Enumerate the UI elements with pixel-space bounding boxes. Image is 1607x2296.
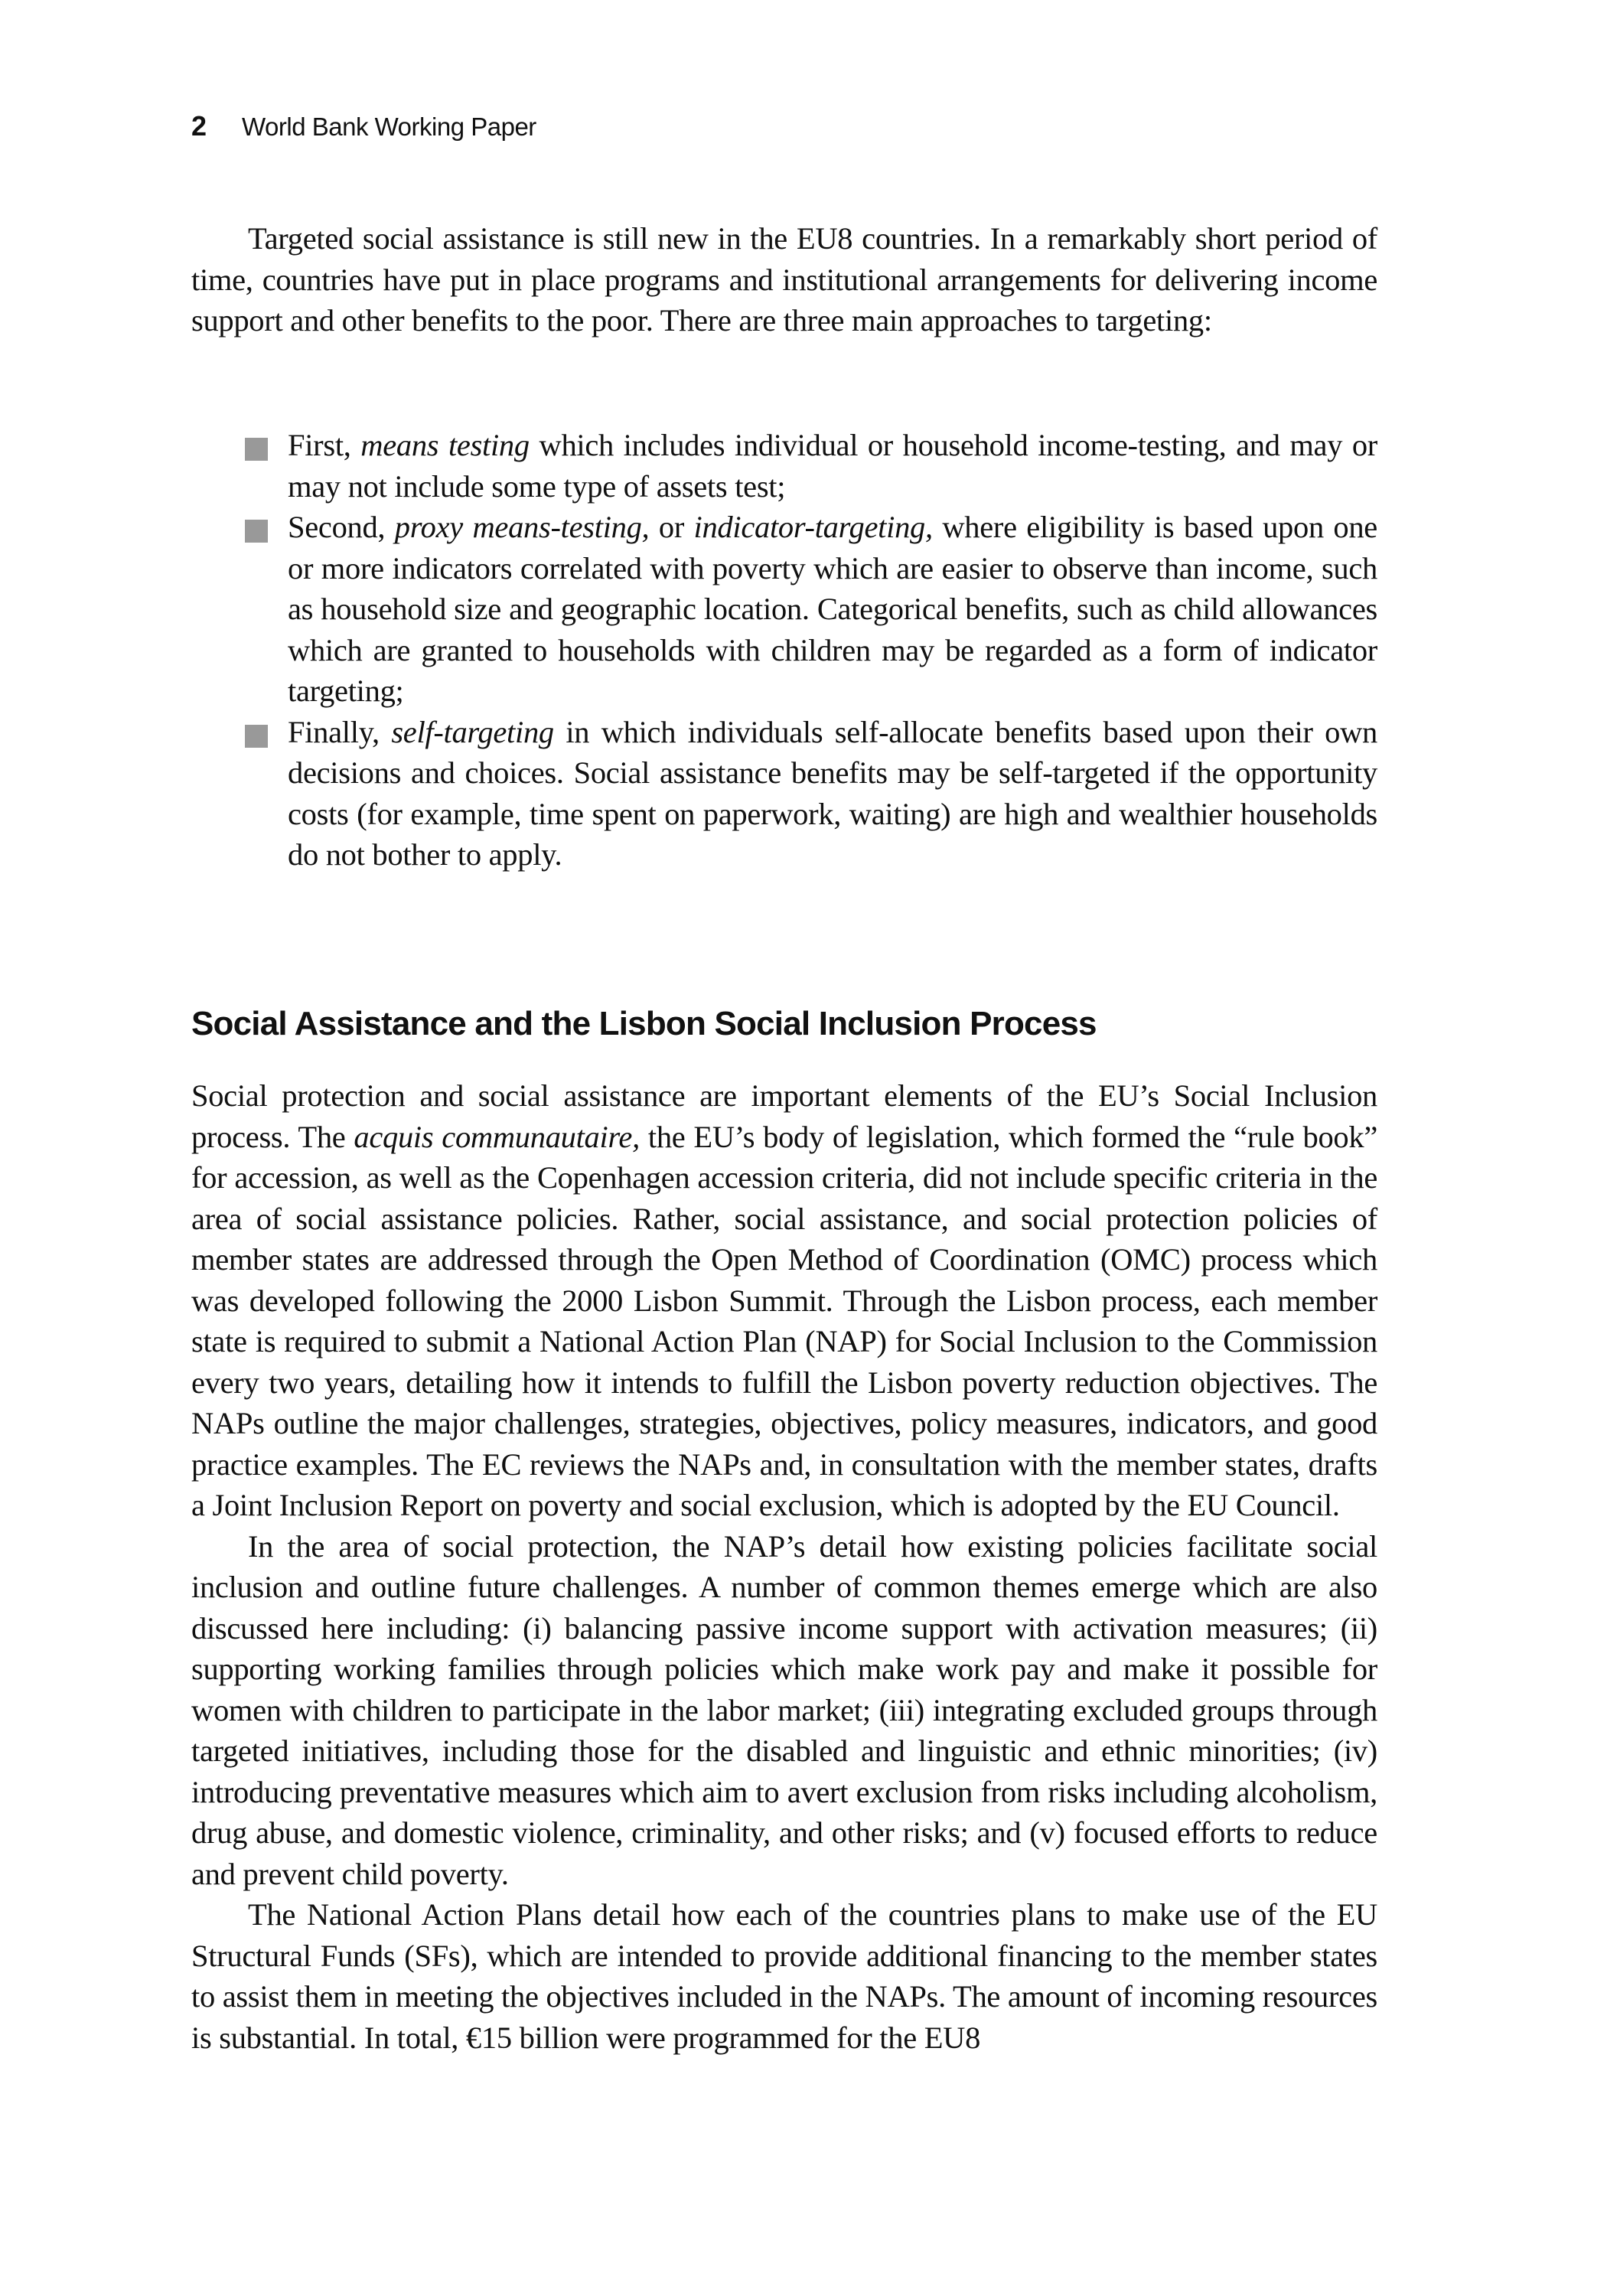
running-header [191,110,536,142]
list-item-means-testing [245,425,1377,507]
square-bullet-icon [245,520,268,543]
targeting-approaches-list [245,425,1377,876]
bullet-term-secondary: indicator-targeting, [693,510,933,544]
paragraph-lead-text: Social protection and social assistance are important elements of the EU’s Social Inclusion process. The [191,1078,1377,1154]
bullet-body-text: in which individuals self-allocate benefits based upon their own decisions and choices. Social assistance benefits may be self-targeted if the opportunity costs (for example, time spent on paperwork, waiting) are high and wealthier households do not bother to apply. [288,714,1377,872]
bullet-lead-text: Second, [288,510,395,544]
square-bullet-icon [245,438,268,461]
square-bullet-icon [245,725,268,748]
section-heading: Social Assistance and the Lisbon Social Inclusion Process [191,1005,1097,1042]
section-paragraph-2: In the area of social protection, the NAP’s detail how existing policies facilitate social inclusion and outline future challenges. A number of common themes emerge which are also discussed here including: (i) balancing passive income support with activation measures; (ii) supporting working families through policies which make work pay and make it possible for women with children to participate in the labor market; (iii) integrating excluded groups through targeted initiatives, including those for the disabled and linguistic and ethnic minorities; (iv) introducing preventative measures which aim to avert exclusion from risks including alcoholism, drug abuse, and domestic violence, criminality, and other risks; and (v) focused efforts to reduce and prevent child poverty. [191,1528,1377,1891]
page-number: 2 [191,110,207,142]
section-paragraph-1 [191,1075,1377,1526]
bullet-connector-text: or [649,510,694,544]
section-paragraph-3: The National Action Plans detail how each of the countries plans to make use of the EU Structural Funds (SFs), which are intended to provide additional financing to the member states to assist them in meeting the objectives included in the NAPs. The amount of incoming resources is substantial. In total, €15 billion were programmed for the EU8 [191,1897,1377,2055]
bullet-lead-text: First, [288,428,361,462]
bullet-body-text: where eligibility is based upon one or more indicators correlated with poverty which are easier to observe than income, such as household size and geographic location. Categorical benefits, such as child allowances which are granted to households with children may be regarded as a form of indicator targeting; [288,510,1377,708]
bullet-lead-text: Finally, [288,714,392,749]
bullet-term: self-targeting [391,714,554,749]
series-title: World Bank Working Paper [242,113,536,141]
list-item-self-targeting [245,712,1377,876]
paragraph-body-text: the EU’s body of legislation, which formed the “rule book” for accession, as well as the Copenhagen accession criteria, did not include specific criteria in the area of social assistance policies. Rather, social assistance, and social protection policies of member states are addressed through the Open Method of Coordination (OMC) process which was developed following the 2000 Lisbon Summit. Through the Lisbon process, each member state is required to submit a National Action Plan (NAP) for Social Inclusion to the Commission every two years, detailing how it intends to fulfill the Lisbon poverty reduction objectives. The NAPs outline the major challenges, strategies, objectives, policy measures, indicators, and good practice examples. The EC reviews the NAPs and, in consultation with the member states, drafts a Joint Inclusion Report on poverty and social exclusion, which is adopted by the EU Council. [191,1119,1377,1522]
bullet-term: means testing [360,428,530,462]
intro-paragraph: Targeted social assistance is still new in the EU8 countries. In a remarkably short period of time, countries have put in place programs and institutional arrangements for delivering income support and other benefits to the poor. There are three main approaches to targeting: [191,221,1377,338]
bullet-term: proxy means-testing, [394,510,650,544]
list-item-proxy-means-testing [245,507,1377,712]
intro-section [191,218,1377,341]
bullet-body-text: which includes individual or household income-testing, and may or may not include some type of assets test; [288,428,1377,504]
section-body [191,1075,1377,2058]
paragraph-term: acquis communautaire, [354,1119,640,1154]
